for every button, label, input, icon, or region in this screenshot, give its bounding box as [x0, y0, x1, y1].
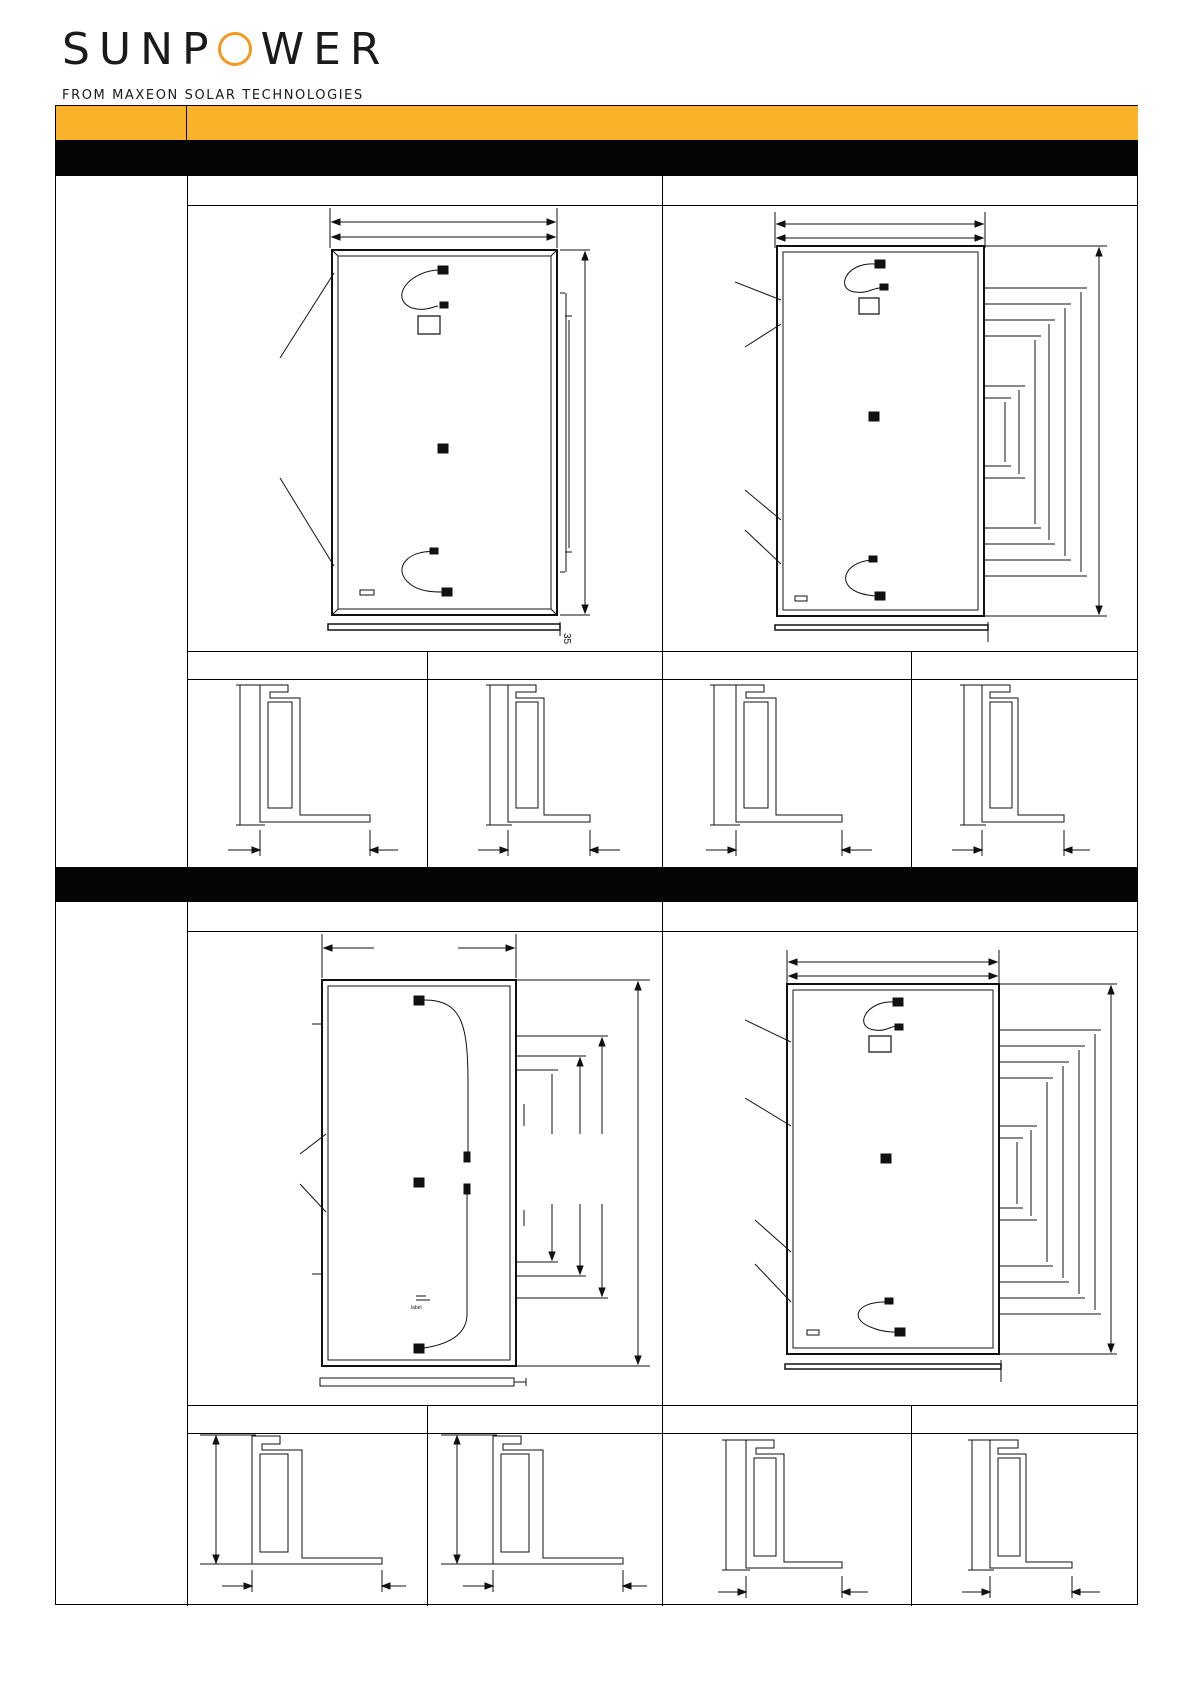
- panel-drawing-c: [290, 934, 650, 1404]
- grid-line: [911, 651, 912, 867]
- grid-line: [187, 931, 1138, 932]
- dimension-label-35: 35: [561, 632, 573, 645]
- connector-label-text: label: [411, 1305, 422, 1311]
- logo-tagline: FROM MAXEON SOLAR TECHNOLOGIES: [62, 88, 364, 103]
- grid-line: [187, 902, 188, 1606]
- logo-sun-o: [218, 32, 252, 66]
- panel-drawing-b: [735, 212, 1115, 652]
- logo-wordmark: SUNP WER: [62, 24, 390, 75]
- frame-profile-3: [700, 680, 900, 865]
- grid-line: [187, 205, 1138, 206]
- frame-profile-2: [460, 680, 660, 865]
- sunpower-logo: [62, 24, 390, 103]
- grid-line: [187, 176, 188, 867]
- frame-profile-1: [220, 680, 420, 865]
- grid-line: [662, 176, 663, 867]
- grid-line: [187, 1405, 1138, 1406]
- grid-line: [911, 1405, 912, 1606]
- section-bar-top: [56, 141, 1138, 176]
- frame-profile-5: [192, 1432, 412, 1607]
- frame-profile-7: [710, 1436, 910, 1611]
- grid-line: [427, 651, 428, 867]
- grid-line: [427, 1405, 428, 1606]
- panel-drawing-a: [260, 208, 590, 648]
- panel-drawing-d: [745, 950, 1125, 1390]
- grid-line: [662, 902, 663, 1606]
- header-row-left: [56, 106, 187, 141]
- frame-profile-4: [950, 680, 1150, 865]
- section-bar-bottom: [56, 867, 1138, 902]
- frame-profile-8: [960, 1436, 1160, 1611]
- header-row-right: [187, 106, 1138, 141]
- frame-profile-6: [437, 1432, 657, 1607]
